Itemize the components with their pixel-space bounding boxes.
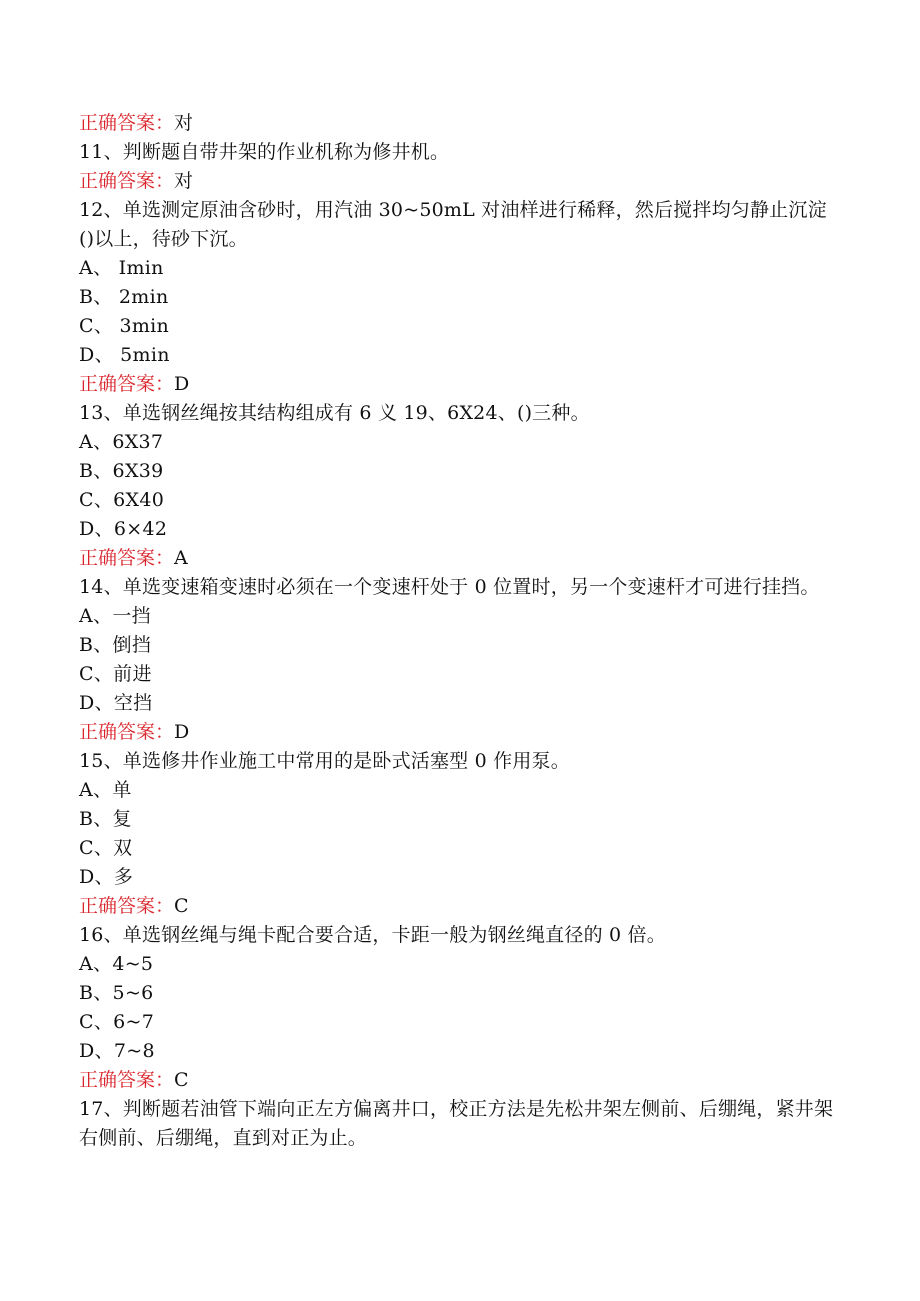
answer-line — [79, 544, 839, 573]
answer-value: 对 — [174, 170, 194, 192]
option-d: D、多 — [79, 866, 134, 888]
option-c: C、6X40 — [79, 489, 165, 511]
option-b: B、 2min — [79, 286, 169, 308]
option-d: D、6×42 — [79, 518, 168, 540]
answer-value: C — [174, 895, 189, 917]
option-b: B、5~6 — [79, 982, 154, 1004]
question-list — [79, 109, 839, 1153]
option-b: B、6X39 — [79, 460, 164, 482]
question-11: 11、判断题自带井架的作业机称为修井机。 — [79, 141, 450, 163]
answer-value: 对 — [174, 112, 194, 134]
option-a: A、单 — [79, 779, 132, 801]
option-a: A、 Imin — [79, 257, 164, 279]
option-c: C、双 — [79, 837, 133, 859]
question-16: 16、单选钢丝绳与绳卡配合要合适，卡距一般为钢丝绳直径的 0 倍。 — [79, 924, 666, 946]
answer-value: D — [174, 373, 190, 395]
option-c: C、 3min — [79, 315, 170, 337]
option-b: B、倒挡 — [79, 634, 152, 656]
option-a: A、一挡 — [79, 605, 151, 627]
answer-label: 正确答案： — [79, 721, 175, 743]
option-d: D、 5min — [79, 344, 170, 366]
question-13: 13、单选钢丝绳按其结构组成有 6 义 19、6X24、()三种。 — [79, 402, 590, 424]
answer-label: 正确答案： — [79, 170, 175, 192]
option-c: C、6~7 — [79, 1011, 155, 1033]
answer-label: 正确答案： — [79, 373, 175, 395]
question-12: 12、单选测定原油含砂时，用汽油 30~50mL 对油样进行稀释，然后搅拌均匀静止沉淀()以上，待砂下沉。 — [79, 199, 827, 250]
answer-label: 正确答案： — [79, 112, 175, 134]
option-d: D、空挡 — [79, 692, 153, 714]
answer-value: C — [174, 1069, 189, 1091]
answer-line — [79, 718, 839, 747]
answer-label: 正确答案： — [79, 895, 175, 917]
question-15: 15、单选修井作业施工中常用的是卧式活塞型 0 作用泵。 — [79, 750, 570, 772]
answer-value: D — [174, 721, 190, 743]
answer-line — [79, 370, 839, 399]
option-a: A、6X37 — [79, 431, 164, 453]
question-17: 17、判断题若油管下端向正左方偏离井口，校正方法是先松井架左侧前、后绷绳，紧井架右侧前、后绷绳，直到对正为止。 — [79, 1098, 834, 1149]
option-b: B、复 — [79, 808, 132, 830]
option-d: D、7~8 — [79, 1040, 155, 1062]
answer-line — [79, 167, 839, 196]
answer-line — [79, 1066, 839, 1095]
answer-line — [79, 892, 839, 921]
answer-value: A — [174, 547, 188, 569]
answer-label: 正确答案： — [79, 1069, 175, 1091]
option-a: A、4~5 — [79, 953, 154, 975]
answer-label: 正确答案： — [79, 547, 175, 569]
question-14: 14、单选变速箱变速时必须在一个变速杆处于 0 位置时，另一个变速杆才可进行挂挡。 — [79, 576, 820, 598]
answer-line — [79, 109, 839, 138]
option-c: C、前进 — [79, 663, 152, 685]
